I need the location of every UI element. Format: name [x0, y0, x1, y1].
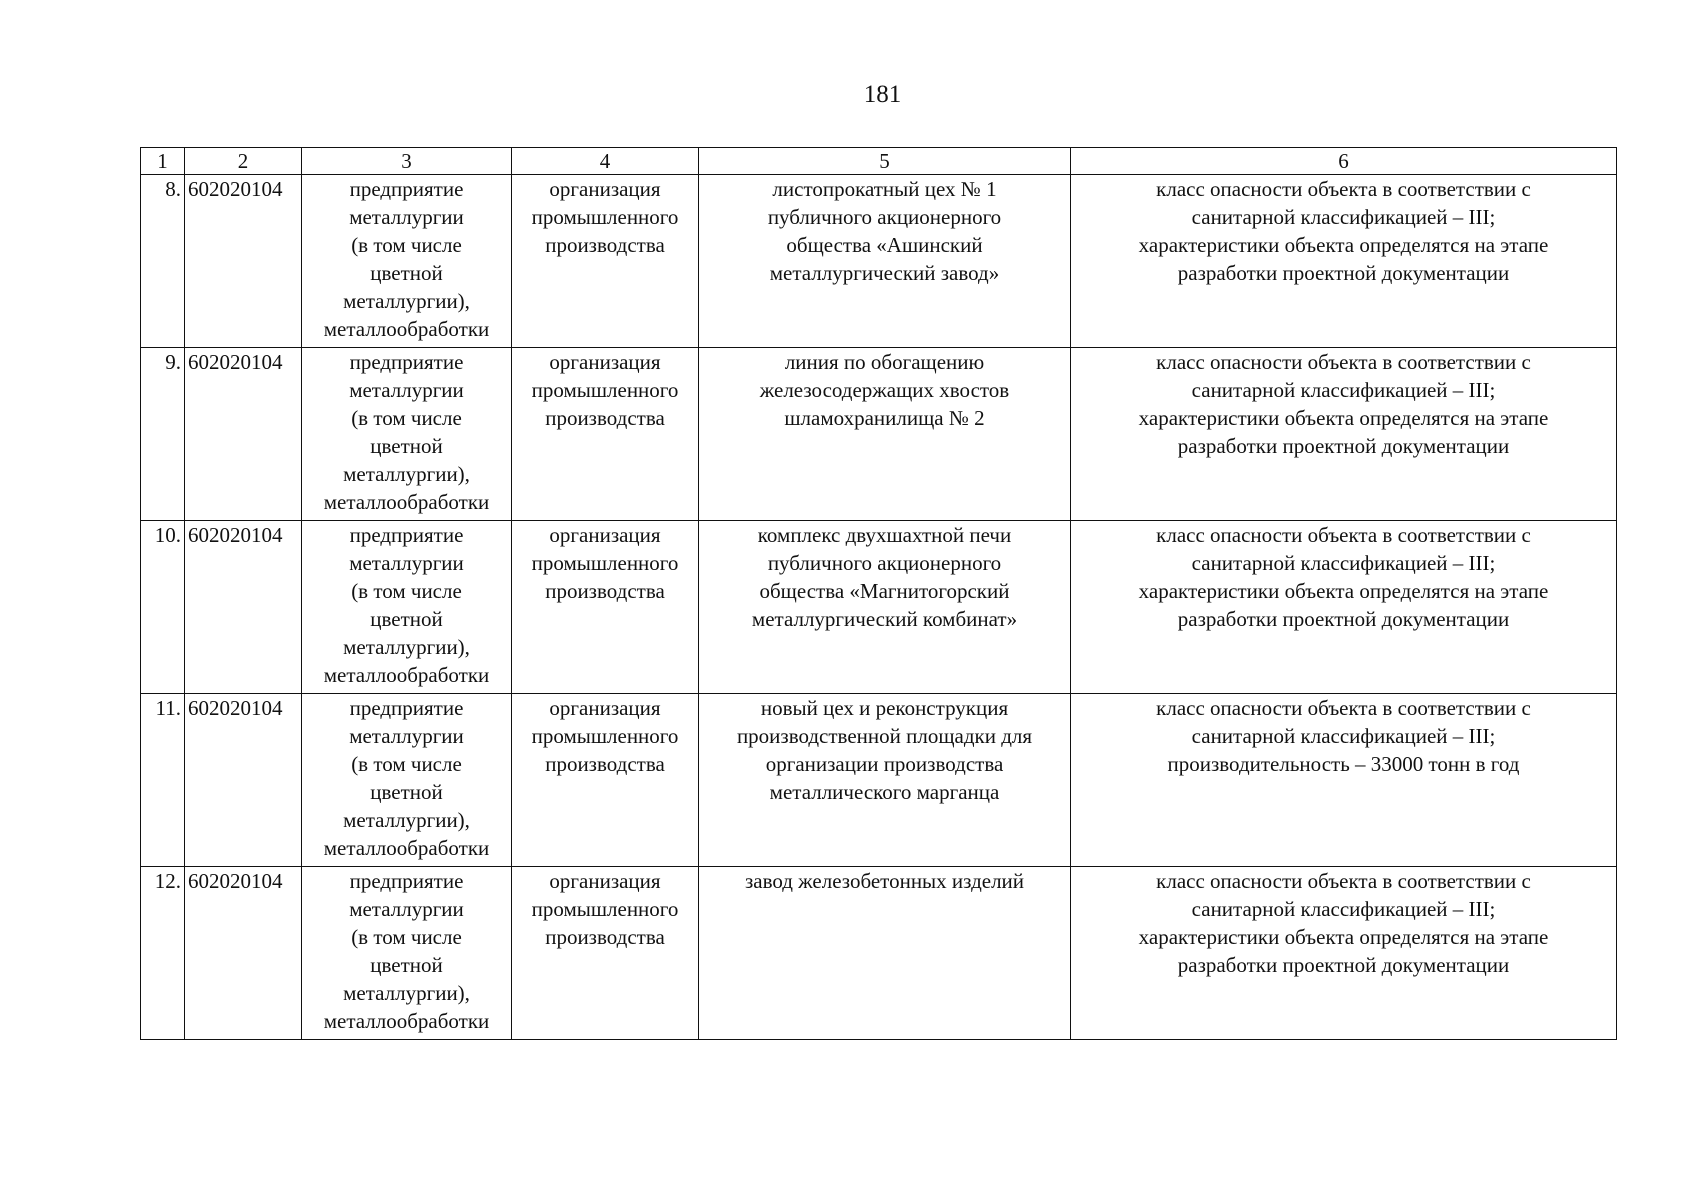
table-row [141, 867, 1617, 1040]
row-code: 602020104 [185, 175, 302, 348]
row-org [512, 521, 699, 694]
row-object-name [699, 175, 1071, 348]
row-type-text: предприятие металлургии (в том числе цветной металлургии), металлообработки [323, 869, 490, 1033]
header-cell: 1 [141, 148, 185, 175]
row-type [302, 694, 512, 867]
row-code: 602020104 [185, 521, 302, 694]
row-description-text: класс опасности объекта в соответствии с санитарной классификацией – III; характеристики объекта определятся на этапе разработки проектной документации [1138, 523, 1549, 631]
row-number: 11. [141, 694, 185, 867]
row-org [512, 867, 699, 1040]
row-org [512, 175, 699, 348]
row-object-name-text: линия по обогащению железосодержащих хвостов шламохранилища № 2 [759, 350, 1010, 430]
row-org-text: организация промышленного производства [531, 869, 679, 949]
row-org-text: организация промышленного производства [531, 523, 679, 603]
row-type-text: предприятие металлургии (в том числе цветной металлургии), металлообработки [323, 177, 490, 341]
row-description [1071, 175, 1617, 348]
row-description [1071, 348, 1617, 521]
row-code: 602020104 [185, 348, 302, 521]
row-type-text: предприятие металлургии (в том числе цветной металлургии), металлообработки [323, 696, 490, 860]
row-object-name-text: завод железобетонных изделий [744, 869, 1025, 893]
table-row [141, 175, 1617, 348]
header-cell: 5 [699, 148, 1071, 175]
row-description [1071, 867, 1617, 1040]
row-type-text: предприятие металлургии (в том числе цветной металлургии), металлообработки [323, 523, 490, 687]
header-cell: 2 [185, 148, 302, 175]
header-cell: 3 [302, 148, 512, 175]
row-object-name-text: новый цех и реконструкция производственной площадки для организации производства металлического марганца [736, 696, 1033, 804]
row-description-text: класс опасности объекта в соответствии с санитарной классификацией – III; характеристики объекта определятся на этапе разработки проектной документации [1138, 177, 1549, 285]
row-type [302, 521, 512, 694]
row-type [302, 867, 512, 1040]
row-org [512, 694, 699, 867]
row-org-text: организация промышленного производства [531, 350, 679, 430]
row-org-text: организация промышленного производства [531, 696, 679, 776]
row-code: 602020104 [185, 867, 302, 1040]
row-description [1071, 521, 1617, 694]
row-number: 9. [141, 348, 185, 521]
row-type-text: предприятие металлургии (в том числе цветной металлургии), металлообработки [323, 350, 490, 514]
row-object-name [699, 521, 1071, 694]
row-org-text: организация промышленного производства [531, 177, 679, 257]
row-description-text: класс опасности объекта в соответствии с санитарной классификацией – III; производительность – 33000 тонн в год [1156, 696, 1531, 776]
header-row [141, 148, 1617, 175]
row-object-name [699, 694, 1071, 867]
row-object-name-text: листопрокатный цех № 1 публичного акционерного общества «Ашинский металлургический завод» [767, 177, 1002, 285]
table-row [141, 348, 1617, 521]
table-row [141, 694, 1617, 867]
row-number: 10. [141, 521, 185, 694]
table-row [141, 521, 1617, 694]
document-table [140, 147, 1617, 1040]
row-number: 8. [141, 175, 185, 348]
page-number: 181 [863, 81, 902, 108]
header-cell: 4 [512, 148, 699, 175]
row-number: 12. [141, 867, 185, 1040]
row-object-name-text: комплекс двухшахтной печи публичного акционерного общества «Магнитогорский металлургический комбинат» [751, 523, 1018, 631]
header-cell: 6 [1071, 148, 1617, 175]
row-description-text: класс опасности объекта в соответствии с санитарной классификацией – III; характеристики объекта определятся на этапе разработки проектной документации [1138, 350, 1549, 458]
row-description [1071, 694, 1617, 867]
row-object-name [699, 348, 1071, 521]
row-type [302, 348, 512, 521]
row-type [302, 175, 512, 348]
row-description-text: класс опасности объекта в соответствии с санитарной классификацией – III; характеристики объекта определятся на этапе разработки проектной документации [1138, 869, 1549, 977]
row-code: 602020104 [185, 694, 302, 867]
row-org [512, 348, 699, 521]
row-object-name [699, 867, 1071, 1040]
